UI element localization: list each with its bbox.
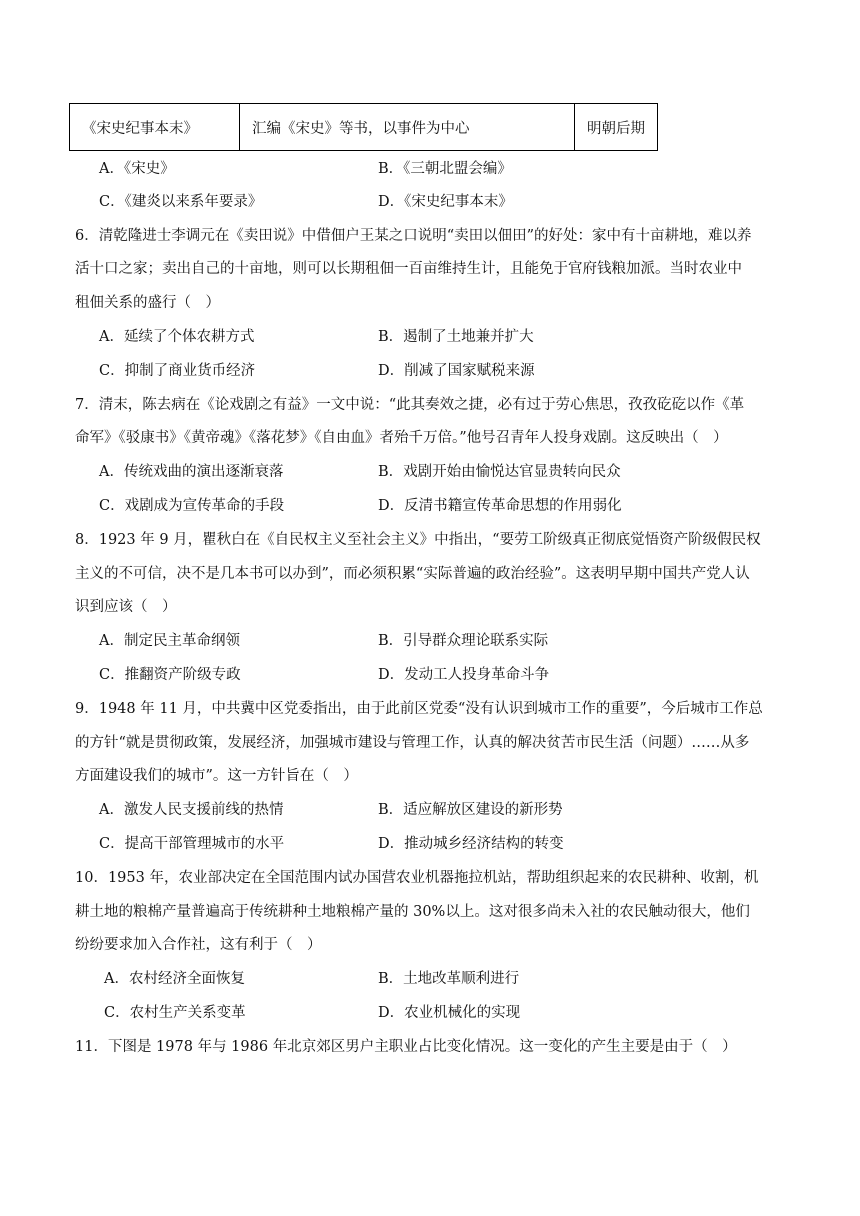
q8-stem-line-1: 8．1923 年 9 月，瞿秋白在《自民权主义至社会主义》中指出，“要劳工阶级真正彻底觉悟资产阶级假民权 [75,532,761,548]
q6-stem-line-1: 6．清乾隆进士李调元在《卖田说》中借佃户王某之口说明“卖田以佃田”的好处：家中有十亩耕地，难以养 [75,228,752,244]
q9-option-c: C．提高干部管理城市的水平 [99,836,285,852]
q8-stem-line-2: 主义的不可信，决不是几本书可以办到”，而必须积累“实际普遍的政治经验”。这表明早期中国共产党人认 [75,566,750,582]
q10-option-b: B．土地改革顺利进行 [378,971,520,987]
q8-option-d: D．发动工人投身革命斗争 [378,667,550,683]
q9-option-b: B．适应解放区建设的新形势 [378,802,563,818]
q7-stem-line-2: 命军》《驳康书》《黄帝魂》《落花梦》《自由血》者殆千万倍。”他号召青年人投身戏剧。这反映出（ ） [75,430,728,446]
q6-option-a: A．延续了个体农耕方式 [99,329,255,345]
book-table [69,103,658,151]
q10-option-c: C．农村生产关系变革 [104,1005,246,1021]
table-row [70,104,658,151]
q8-option-b: B．引导群众理论联系实际 [378,633,549,649]
q8-stem-line-3: 识到应该（ ） [75,599,177,615]
q6-stem-line-3: 租佃关系的盛行（ ） [75,295,220,311]
q9-stem-line-1: 9．1948 年 11 月，中共冀中区党委指出，由于此前区党委“没有认识到城市工作的重要”，今后城市工作总 [75,701,763,717]
q9-stem-line-2: 的方针“就是贯彻政策，发展经济，加强城市建设与管理工作，认真的解决贫苦市民生活（问题）……从多 [75,735,750,751]
q6-option-c: C．抑制了商业货币经济 [99,363,256,379]
q6-stem-line-2: 活十口之家；卖出自己的十亩地，则可以长期租佃一百亩维持生计，且能免于官府钱粮加派。当时农业中 [75,261,742,277]
q5-option-d: D．《宋史纪事本末》 [378,194,513,210]
table-cell-era: 明朝后期 [575,104,658,151]
q10-stem-line-3: 纷纷要求加入合作社，这有利于（ ） [75,937,322,953]
q8-option-c: C．推翻资产阶级专政 [99,667,241,683]
q7-option-b: B．戏剧开始由愉悦达官显贵转向民众 [378,464,621,480]
q6-option-d: D．削减了国家赋税来源 [378,363,535,379]
q7-option-a: A．传统戏曲的演出逐渐衰落 [99,464,284,480]
q10-stem-line-1: 10．1953 年，农业部决定在全国范围内试办国营农业机器拖拉机站，帮助组织起来的农民耕种、收割，机 [75,870,759,886]
q9-stem-line-3: 方面建设我们的城市”。这一方针旨在（ ） [75,768,358,784]
q11-stem-line-1: 11．下图是 1978 年与 1986 年北京郊区男户主职业占比变化情况。这一变化的产生主要是由于（ ） [75,1039,737,1055]
table-cell-desc: 汇编《宋史》等书，以事件为中心 [240,104,575,151]
q7-option-c: C．戏剧成为宣传革命的手段 [99,498,285,514]
q5-option-b: B．《三朝北盟会编》 [378,161,512,177]
q7-stem-line-1: 7．清末，陈去病在《论戏剧之有益》一文中说：“此其奏效之捷，必有过于劳心焦思，孜孜矻矻以作《革 [75,397,745,413]
q6-option-b: B．遏制了土地兼并扩大 [378,329,534,345]
q5-option-a: A．《宋史》 [99,161,175,177]
q5-option-c: C．《建炎以来系年要录》 [99,194,263,210]
q10-option-d: D．农业机械化的实现 [378,1005,521,1021]
table-cell-book: 《宋史纪事本末》 [70,104,240,151]
q9-option-a: A．激发人民支援前线的热情 [99,802,284,818]
q10-option-a: A．农村经济全面恢复 [104,971,245,987]
q10-stem-line-2: 耕土地的粮棉产量普遍高于传统耕种土地粮棉产量的 30%以上。这对很多尚未入社的农民触动很大，他们 [75,904,750,920]
q9-option-d: D．推动城乡经济结构的转变 [378,836,564,852]
q8-option-a: A．制定民主革命纲领 [99,633,240,649]
q7-option-d: D．反清书籍宣传革命思想的作用弱化 [378,498,622,514]
